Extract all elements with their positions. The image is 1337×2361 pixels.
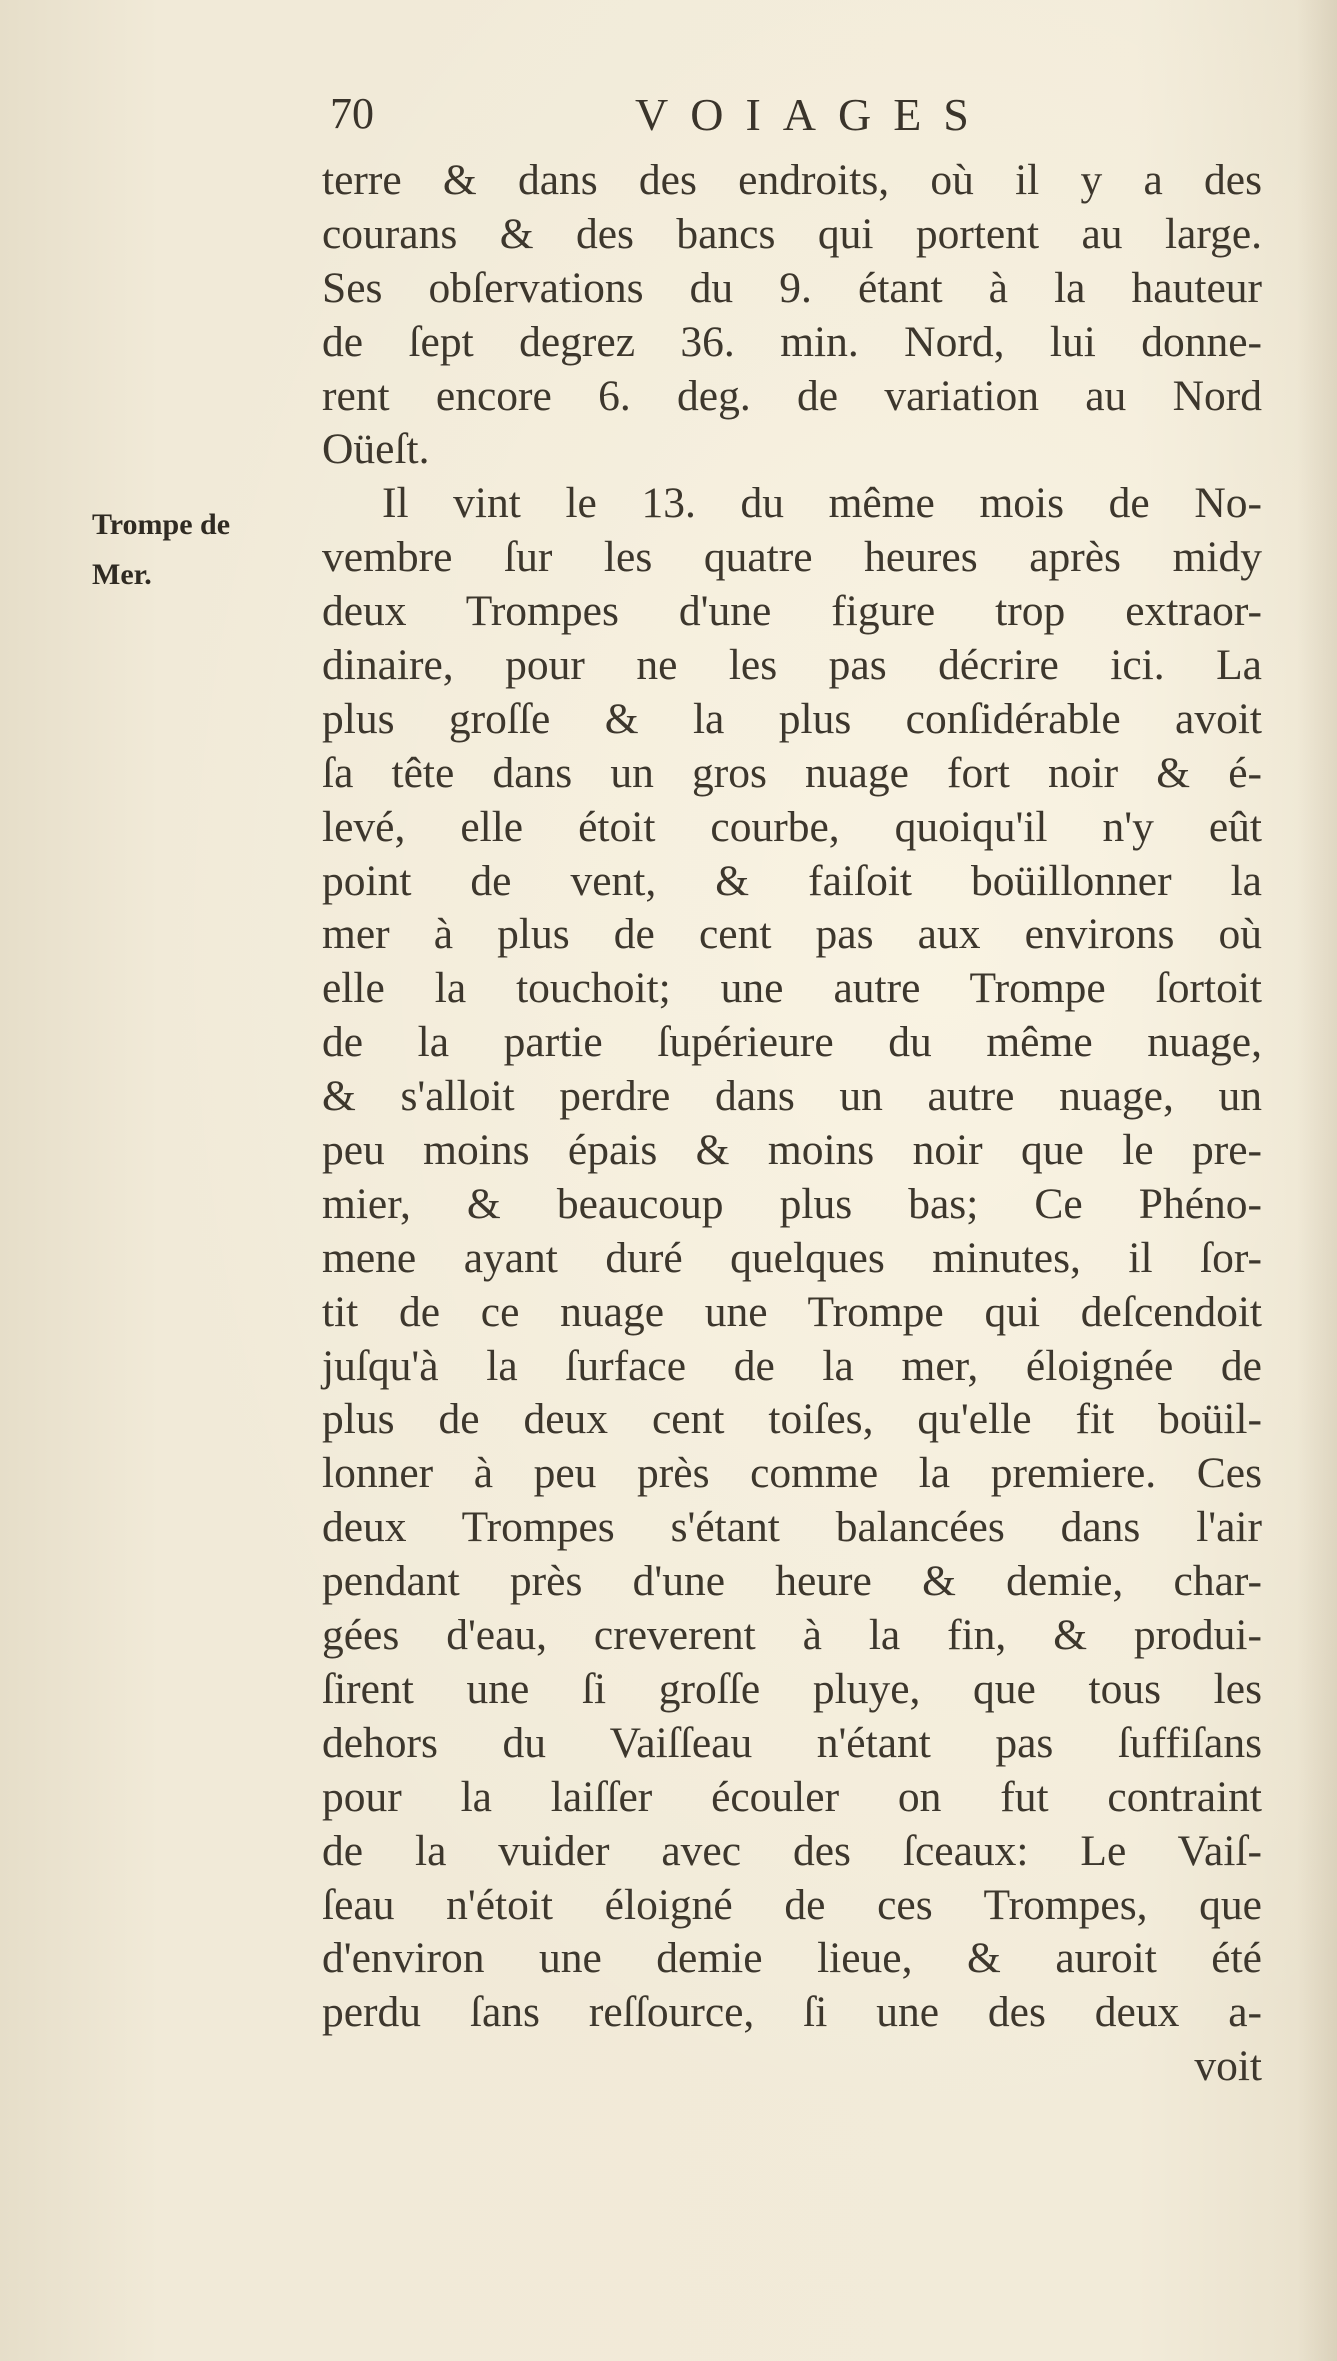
text-line: dinaire, pour ne les pas décrire ici. La: [322, 641, 1262, 690]
text-line: de la vuider avec des ſceaux: Le Vaiſ-: [322, 1826, 1262, 1875]
header-title: VOIAGES: [635, 89, 991, 140]
text-line: Ses obſervations du 9. étant à la hauteur: [322, 263, 1262, 312]
margin-note: [92, 500, 322, 600]
text-line: juſqu'à la ſurface de la mer, éloignée de: [322, 1341, 1262, 1390]
text-line: levé, elle étoit courbe, quoiqu'il n'y eût: [322, 802, 1262, 851]
text-line: Il vint le 13. du même mois de No-: [382, 479, 1262, 528]
text-line: ſirent une ſi groſſe pluye, que tous les: [322, 1664, 1262, 1713]
text-line: pour la laiſſer écouler on fut contraint: [322, 1772, 1262, 1821]
page-edge-shadow: [1297, 0, 1337, 2361]
text-line: lonner à peu près comme la premiere. Ces: [322, 1449, 1262, 1498]
text-line: terre & dans des endroits, où il y a des: [322, 156, 1262, 204]
margin-note-line: Trompe de: [92, 508, 231, 541]
text-line: tit de ce nuage une Trompe qui deſcendoit: [322, 1287, 1262, 1336]
catchword: voit: [1194, 2042, 1262, 2091]
text-line: vembre ſur les quatre heures après midy: [322, 533, 1262, 582]
margin-note-line: Mer.: [92, 558, 152, 591]
body-text: [322, 154, 1262, 2094]
text-line: dehors du Vaiſſeau n'étant pas ſuffiſans: [322, 1718, 1262, 1767]
text-line: perdu ſans reſſource, ſi une des deux a-: [322, 1988, 1262, 2037]
text-line: deux Trompes s'étant balancées dans l'air: [322, 1503, 1262, 1552]
text-line: elle la touchoit; une autre Trompe ſortoit: [322, 964, 1262, 1013]
text-line: mer à plus de cent pas aux environs où: [322, 910, 1262, 959]
text-line: rent encore 6. deg. de variation au Nord: [322, 371, 1262, 420]
text-line: plus de deux cent toiſes, qu'elle fit boüil-: [322, 1395, 1262, 1444]
text-line: & s'alloit perdre dans un autre nuage, un: [322, 1072, 1262, 1121]
text-line: deux Trompes d'une figure trop extraor-: [322, 587, 1262, 636]
text-line: Oüeſt.: [322, 425, 430, 474]
text-line: de ſept degrez 36. min. Nord, lui donne-: [322, 317, 1262, 366]
text-line: mene ayant duré quelques minutes, il ſor-: [322, 1233, 1262, 1282]
text-line: de la partie ſupérieure du même nuage,: [322, 1018, 1262, 1067]
running-head: [330, 88, 1030, 148]
text-line: point de vent, & faiſoit boüillonner la: [322, 856, 1262, 905]
text-line: peu moins épais & moins noir que le pre-: [322, 1126, 1262, 1175]
text-line: mier, & beaucoup plus bas; Ce Phéno-: [322, 1179, 1262, 1228]
text-line: pendant près d'une heure & demie, char-: [322, 1557, 1262, 1606]
text-line: courans & des bancs qui portent au large.: [322, 209, 1262, 258]
text-line: d'environ une demie lieue, & auroit été: [322, 1934, 1262, 1983]
page-number: 70: [330, 89, 374, 138]
text-line: plus groſſe & la plus conſidérable avoit: [322, 694, 1262, 743]
text-line: ſa tête dans un gros nuage fort noir & é-: [322, 748, 1262, 797]
text-line: ſeau n'étoit éloigné de ces Trompes, que: [322, 1880, 1262, 1929]
text-line: gées d'eau, creverent à la fin, & produi-: [322, 1611, 1262, 1660]
